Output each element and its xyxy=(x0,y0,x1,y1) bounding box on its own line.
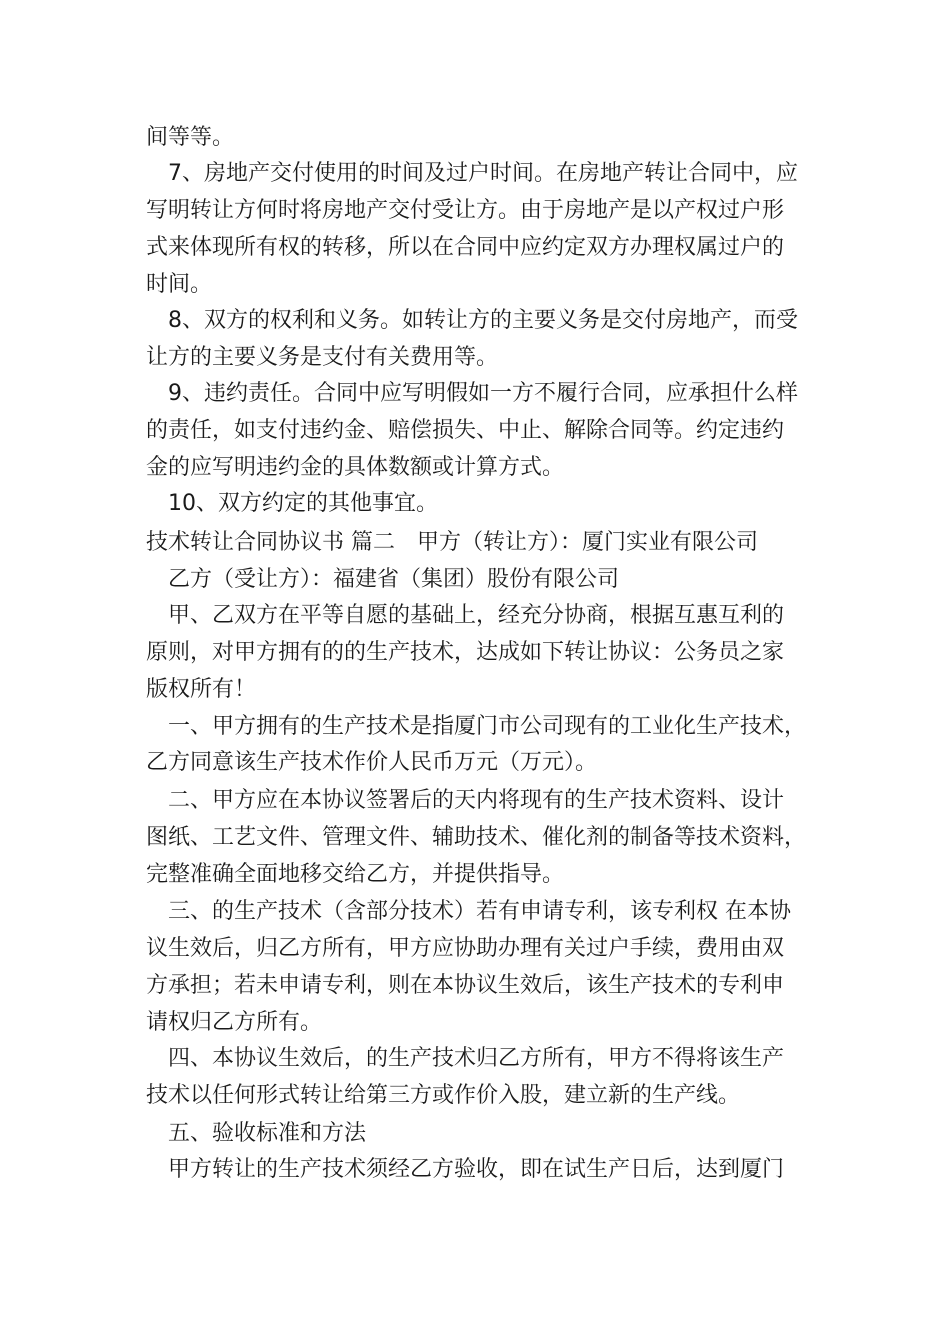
text-line: 时间。 xyxy=(146,272,213,297)
text-line: 7、房地产交付使用的时间及过户时间。在房地产转让合同中，应 xyxy=(168,161,798,186)
text-line: 图纸、工艺文件、管理文件、辅助技术、催化剂的制备等技术资料， xyxy=(146,825,807,850)
text-line: 完整准确全面地移交给乙方，并提供指导。 xyxy=(146,862,565,887)
text-line: 乙方同意该生产技术作价人民币万元（万元）。 xyxy=(146,750,598,775)
section-heading: 技术转让合同协议书 篇二 甲方（转让方）：厦门实业有限公司 xyxy=(146,530,758,555)
text-line: 甲、乙双方在平等自愿的基础上，经充分协商，根据互惠互利的 xyxy=(168,603,785,628)
text-line: 四、本协议生效后，的生产技术归乙方所有，甲方不得将该生产 xyxy=(168,1046,785,1071)
text-line: 10、双方约定的其他事宜。 xyxy=(168,491,438,516)
text-line: 8、双方的权利和义务。如转让方的主要义务是交付房地产，而受 xyxy=(168,308,798,333)
text-line: 金的应写明违约金的具体数额或计算方式。 xyxy=(146,455,565,480)
text-line: 乙方（受让方）：福建省（集团）股份有限公司 xyxy=(168,567,620,592)
text-line: 二、甲方应在本协议签署后的天内将现有的生产技术资料、设计 xyxy=(168,788,785,813)
text-line: 请权归乙方所有。 xyxy=(146,1010,323,1035)
text-line: 甲方转让的生产技术须经乙方验收，即在试生产日后，达到厦门 xyxy=(168,1157,785,1182)
text-line: 间等等。 xyxy=(146,125,235,150)
text-line: 式来体现所有权的转移，所以在合同中应约定双方办理权属过户的 xyxy=(146,235,785,260)
text-line: 原则，对甲方拥有的的生产技术，达成如下转让协议：公务员之家 xyxy=(146,640,785,665)
text-line: 一、甲方拥有的生产技术是指厦门市公司现有的工业化生产技术， xyxy=(168,714,807,739)
text-line: 的责任，如支付违约金、赔偿损失、中止、解除合同等。约定违约 xyxy=(146,418,785,443)
text-line: 方承担；若未申请专利，则在本协议生效后，该生产技术的专利申 xyxy=(146,973,785,998)
text-line: 让方的主要义务是支付有关费用等。 xyxy=(146,345,499,370)
text-line: 议生效后，归乙方所有，甲方应协助办理有关过户手续，费用由双 xyxy=(146,936,785,961)
text-line: 技术以任何形式转让给第三方或作价入股，建立新的生产线。 xyxy=(146,1083,741,1108)
text-line: 三、的生产技术（含部分技术）若有申请专利，该专利权 在本协 xyxy=(168,899,791,924)
text-line: 9、违约责任。合同中应写明假如一方不履行合同，应承担什么样 xyxy=(168,381,798,406)
text-line: 写明转让方何时将房地产交付受让方。由于房地产是以产权过户形 xyxy=(146,198,785,223)
text-line: 五、验收标准和方法 xyxy=(168,1121,367,1146)
text-line: 版权所有！ xyxy=(146,677,257,702)
